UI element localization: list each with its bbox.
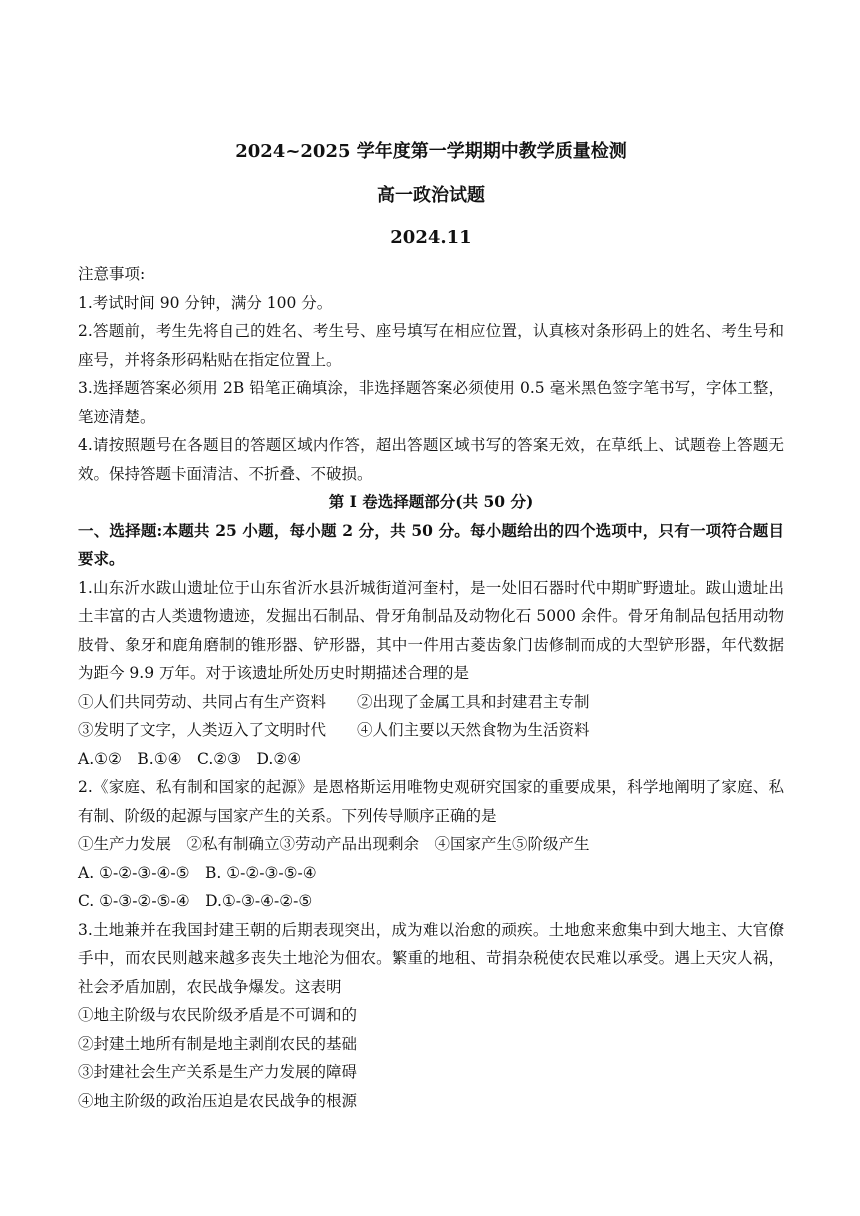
question-answer-choices: A. ①-②-③-④-⑤ B. ①-②-③-⑤-④ bbox=[78, 863, 317, 882]
question-stem: 2.《家庭、私有制和国家的起源》是恩格斯运用唯物史观研究国家的重要成果，科学地阐明了家庭、私有制、阶级的起源与国家产生的关系。下列传导顺序正确的是 bbox=[78, 778, 784, 825]
question-option-row: ③发明了文字，人类迈入了文明时代 ④人们主要以天然食物为生活资料 bbox=[78, 721, 590, 739]
exam-subject: 高一政治试题 bbox=[377, 185, 485, 206]
notice-item-2: 2.答题前，考生先将自己的姓名、考生号、座号填写在相应位置，认真核对条形码上的姓名、考生号和座号，并将条形码粘贴在指定位置上。 bbox=[78, 322, 784, 369]
question-option-row: ①地主阶级与农民阶级矛盾是不可调和的 bbox=[78, 1006, 358, 1024]
question-option-row: ③封建社会生产关系是生产力发展的障碍 bbox=[78, 1063, 358, 1081]
exam-title: 2024~2025 学年度第一学期期中教学质量检测 bbox=[235, 141, 627, 162]
question-stem: 1.山东沂水跋山遗址位于山东省沂水县沂城街道河奎村，是一处旧石器时代中期旷野遗址。跋山遗址出土丰富的古人类遗物遗迹，发掘出石制品、骨牙角制品及动物化石 5000 余件。骨牙角制品包括用动物肢骨、象牙和鹿角磨制的锥形器、铲形器，其中一件用古菱齿象门齿修制而成的大型铲形器，年代数据为距今 9.9 万年。对于该遗址所处历史时期描述合理的是 bbox=[78, 578, 784, 682]
question-1 bbox=[78, 574, 784, 774]
question-option-row: ①生产力发展 ②私有制确立③劳动产品出现剩余 ④国家产生⑤阶级产生 bbox=[78, 835, 590, 853]
notice-item-3: 3.选择题答案必须用 2B 铅笔正确填涂，非选择题答案必须使用 0.5 毫米黑色签字笔书写，字体工整，笔迹清楚。 bbox=[78, 379, 784, 426]
notice-heading: 注意事项: bbox=[78, 265, 146, 283]
notice-item-4: 4.请按照题号在各题目的答题区域内作答，超出答题区域书写的答案无效，在草纸上、试题卷上答题无效。保持答题卡面清洁、不折叠、不破损。 bbox=[78, 436, 784, 483]
question-3 bbox=[78, 916, 784, 1116]
question-option-row: ②封建土地所有制是地主剥削农民的基础 bbox=[78, 1034, 358, 1053]
exam-date: 2024.11 bbox=[390, 227, 472, 248]
question-2 bbox=[78, 773, 784, 916]
exam-page bbox=[78, 128, 784, 1115]
question-option-row: ①人们共同劳动、共同占有生产资料 ②出现了金属工具和封建君主专制 bbox=[78, 692, 590, 711]
notice-block bbox=[78, 260, 784, 488]
notice-item-1: 1.考试时间 90 分钟，满分 100 分。 bbox=[78, 293, 333, 312]
question-option-row: ④地主阶级的政治压迫是农民战争的根源 bbox=[78, 1091, 358, 1110]
section-title: 第 I 卷选择题部分(共 50 分) bbox=[328, 492, 534, 511]
question-answer-choices: C. ①-③-②-⑤-④ D.①-③-④-②-⑤ bbox=[78, 892, 313, 910]
section-instruction: 一、选择题:本题共 25 小题，每小题 2 分，共 50 分。每小题给出的四个选项中，只有一项符合题目要求。 bbox=[78, 520, 784, 568]
question-answer-choices: A.①② B.①④ C.②③ D.②④ bbox=[78, 749, 302, 768]
question-stem: 3.土地兼并在我国封建王朝的后期表现突出，成为难以治愈的顽疾。土地愈来愈集中到大地主、大官僚手中，而农民则越来越多丧失土地沦为佃农。繁重的地租、苛捐杂税使农民难以承受。遇上天灾人祸，社会矛盾加剧，农民战争爆发。这表明 bbox=[78, 920, 784, 996]
